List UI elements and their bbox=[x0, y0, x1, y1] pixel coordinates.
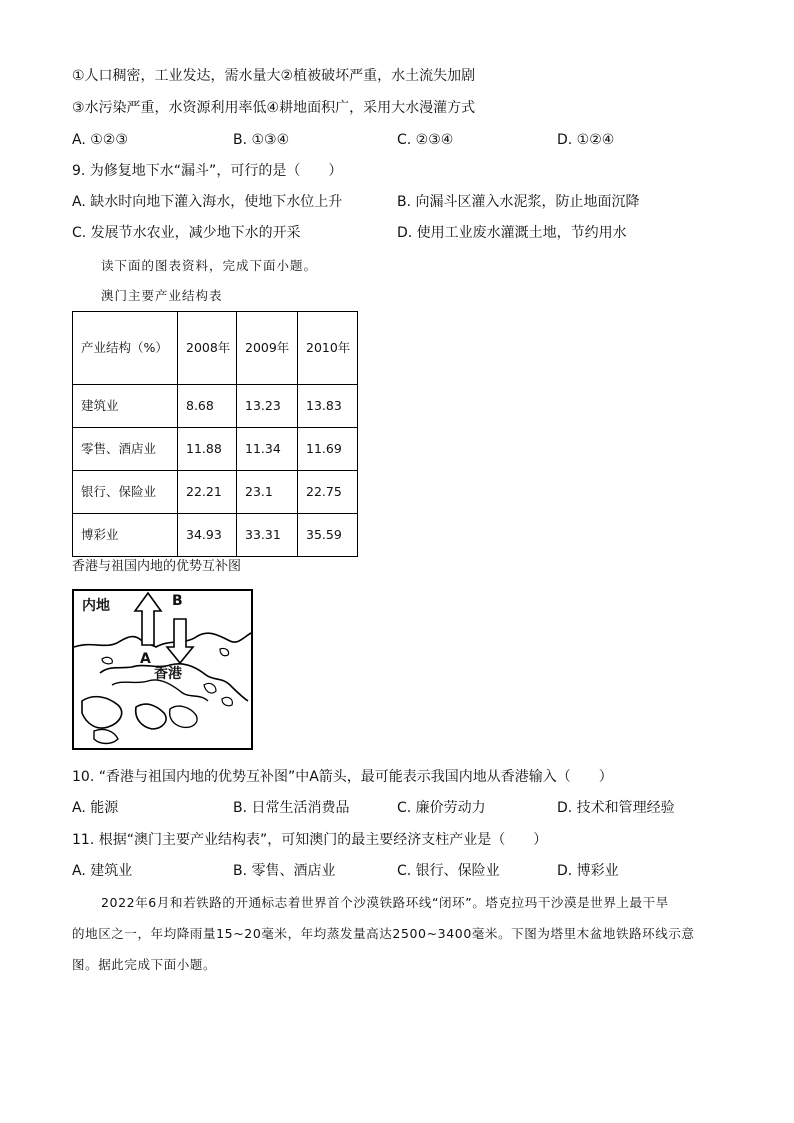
row-value: 33.31 bbox=[237, 514, 298, 557]
label-arrow-a: A bbox=[140, 651, 151, 667]
row-label: 博彩业 bbox=[73, 514, 178, 557]
table-header-row bbox=[73, 312, 358, 385]
q10-choice-a[interactable]: A. 能源 bbox=[72, 800, 119, 816]
passage-line-1: 2022年6月和若铁路的开通标志着世界首个沙漠铁路环线“闭环”。塔克拉玛干沙漠是世界上最干旱 bbox=[101, 895, 669, 910]
row-value: 23.1 bbox=[237, 471, 298, 514]
q9-choice-d[interactable]: D. 使用工业废水灌溉土地，节约用水 bbox=[397, 225, 627, 241]
row-value: 35.59 bbox=[298, 514, 358, 557]
q11-choice-a[interactable]: A. 建筑业 bbox=[72, 863, 133, 879]
q8-statement-line-2: ③水污染严重，水资源利用率低④耕地面积广，采用大水漫灌方式 bbox=[72, 100, 476, 116]
table-row bbox=[73, 471, 358, 514]
q8-choice-b[interactable]: B. ①③④ bbox=[233, 132, 290, 148]
q9-stem: 9. 为修复地下水“漏斗”，可行的是（ ） bbox=[72, 163, 343, 179]
industry-structure-table bbox=[72, 311, 358, 557]
q9-choice-c[interactable]: C. 发展节水农业，减少地下水的开采 bbox=[72, 225, 301, 241]
row-value: 11.88 bbox=[178, 428, 237, 471]
q10-stem: 10. “香港与祖国内地的优势互补图”中A箭头，最可能表示我国内地从香港输入（ ） bbox=[72, 769, 613, 785]
row-label: 银行、保险业 bbox=[73, 471, 178, 514]
label-arrow-b: B bbox=[172, 593, 183, 609]
q10-choice-c[interactable]: C. 廉价劳动力 bbox=[397, 800, 486, 816]
table-row bbox=[73, 514, 358, 557]
header-2009: 2009年 bbox=[237, 312, 298, 385]
row-value: 11.69 bbox=[298, 428, 358, 471]
q11-stem: 11. 根据“澳门主要产业结构表”，可知澳门的最主要经济支柱产业是（ ） bbox=[72, 832, 548, 848]
intro-text: 读下面的图表资料，完成下面小题。 bbox=[101, 258, 318, 273]
hongkong-mainland-map bbox=[72, 589, 253, 750]
label-hongkong: 香港 bbox=[154, 666, 182, 682]
q11-choice-d[interactable]: D. 博彩业 bbox=[557, 863, 619, 879]
q8-choice-d[interactable]: D. ①②④ bbox=[557, 132, 615, 148]
header-2010: 2010年 bbox=[298, 312, 358, 385]
table-row bbox=[73, 385, 358, 428]
q10-choice-b[interactable]: B. 日常生活消费品 bbox=[233, 800, 350, 816]
header-2008: 2008年 bbox=[178, 312, 237, 385]
q10-choice-d[interactable]: D. 技术和管理经验 bbox=[557, 800, 675, 816]
row-label: 建筑业 bbox=[73, 385, 178, 428]
passage-line-3: 图。据此完成下面小题。 bbox=[72, 957, 217, 972]
q9-choice-a[interactable]: A. 缺水时向地下灌入海水，使地下水位上升 bbox=[72, 194, 343, 210]
table-row bbox=[73, 428, 358, 471]
row-value: 11.34 bbox=[237, 428, 298, 471]
q8-choice-a[interactable]: A. ①②③ bbox=[72, 132, 128, 148]
q11-choice-b[interactable]: B. 零售、酒店业 bbox=[233, 863, 336, 879]
row-value: 8.68 bbox=[178, 385, 237, 428]
q8-choice-c[interactable]: C. ②③④ bbox=[397, 132, 454, 148]
header-industry: 产业结构（%） bbox=[73, 312, 178, 385]
table-caption: 澳门主要产业结构表 bbox=[101, 288, 223, 303]
row-value: 22.21 bbox=[178, 471, 237, 514]
row-value: 13.23 bbox=[237, 385, 298, 428]
q11-choice-c[interactable]: C. 银行、保险业 bbox=[397, 863, 500, 879]
label-inland: 内地 bbox=[82, 598, 110, 614]
q9-choice-b[interactable]: B. 向漏斗区灌入水泥浆，防止地面沉降 bbox=[397, 194, 640, 210]
row-value: 22.75 bbox=[298, 471, 358, 514]
map-caption: 香港与祖国内地的优势互补图 bbox=[72, 559, 242, 574]
row-value: 34.93 bbox=[178, 514, 237, 557]
row-label: 零售、酒店业 bbox=[73, 428, 178, 471]
passage-line-2: 的地区之一，年均降雨量15~20毫米，年均蒸发量高达2500~3400毫米。下图为塔里木盆地铁路环线示意 bbox=[72, 926, 695, 941]
row-value: 13.83 bbox=[298, 385, 358, 428]
q8-statement-line-1: ①人口稠密，工业发达，需水量大②植被破坏严重，水土流失加剧 bbox=[72, 68, 476, 84]
